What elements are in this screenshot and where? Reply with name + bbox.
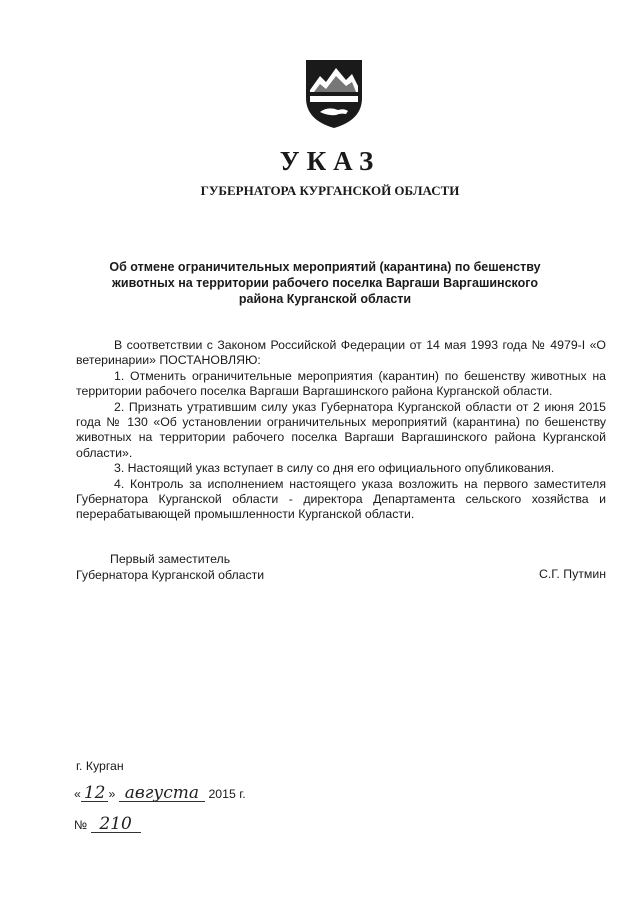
date-quote-close: » [108, 787, 116, 801]
decree-item-3: 3. Настоящий указ вступает в силу со дня его официального опубликования. [114, 461, 555, 476]
decree-item-4: 4. Контроль за исполнением настоящего указа возложить на первого заместителя Губернатора Курганской области - директора Департамента сельского хозяйства и перерабатывающей промышленности Курганской области. [76, 476, 606, 522]
decree-item-2: 2. Признать утратившим силу указ Губернатора Курганской области от 2 июня 2015 года № 130 «Об установлении ограничительных мероприятий (карантина) по бешенству животных на территории рабочего поселка Варгаши Варгашинского района Курганской области». [76, 399, 606, 460]
decree-body [76, 338, 606, 523]
number-handwritten: 210 [91, 816, 141, 833]
decree-item-1: 1. Отменить ограничительные мероприятия (карантин) по бешенству животных на территории рабочего поселка Варгаши Варгашинского района Курганской области. [76, 368, 606, 399]
decree-title: Об отмене ограничительных мероприятий (карантина) по бешенству животных на территории рабочего поселка Варгаши Варгашинского района Курганской области [109, 260, 541, 306]
decree-type: УКАЗ [279, 146, 381, 176]
date-quote-open: « [74, 787, 81, 801]
decree-number [74, 816, 141, 833]
signatory-position-line-2: Губернатора Курганской области [76, 568, 265, 582]
number-prefix: № [74, 818, 88, 832]
decree-preamble: В соответствии с Законом Российской Федерации от 14 мая 1993 года № 4979-I «О ветеринарии» ПОСТАНОВЛЯЮ: [76, 338, 606, 368]
date-month-handwritten: августа [119, 785, 205, 802]
signatory-position [76, 551, 264, 583]
coat-of-arms-icon [302, 58, 366, 130]
date-year: 2015 г. [208, 787, 246, 801]
date-day-handwritten: 12 [81, 785, 109, 802]
signatory-name: С.Г. Путмин [538, 567, 606, 581]
signatory-position-line-1: Первый заместитель [110, 552, 231, 566]
decree-issuer: ГУБЕРНАТОРА КУРГАНСКОЙ ОБЛАСТИ [200, 183, 460, 198]
city-label: г. Курган [76, 759, 124, 773]
decree-date [74, 785, 246, 802]
